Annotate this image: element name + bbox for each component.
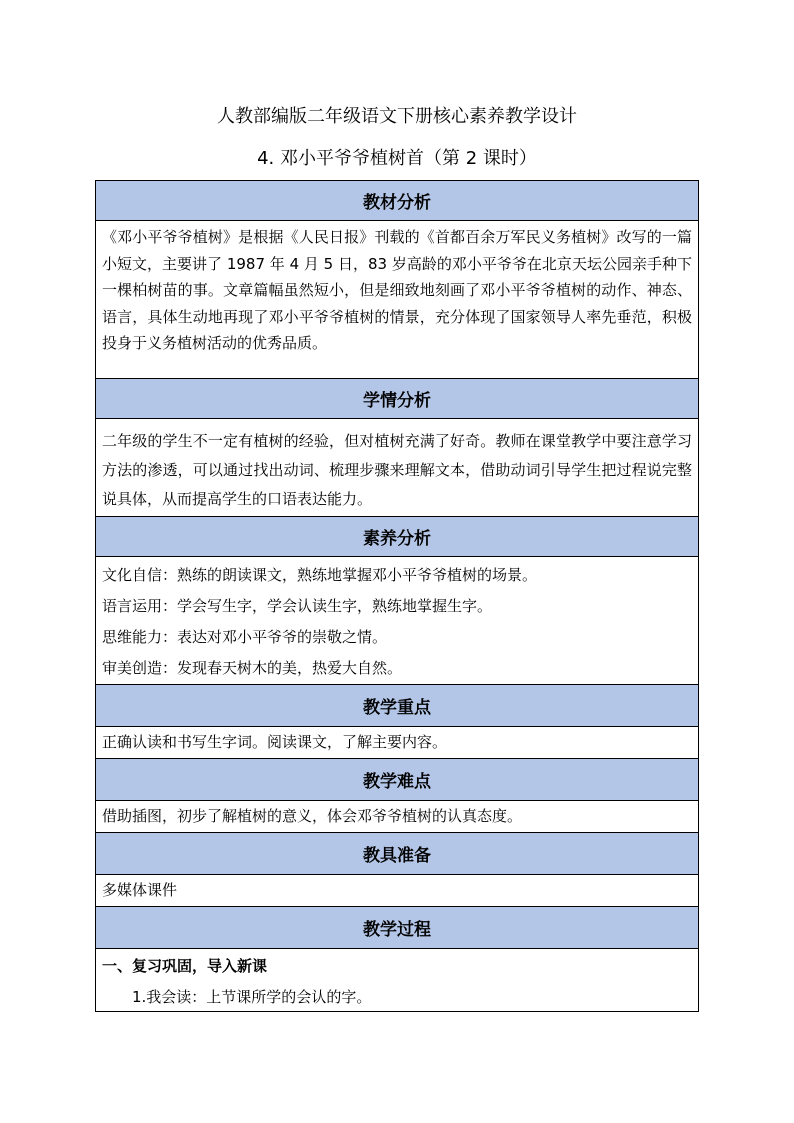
student-analysis-body: 二年级的学生不一定有植树的经验，但对植树充满了好奇。教师在课堂教学中要注意学习方法的渗透，可以通过找出动词、梳理步骤来理解文本，借助动词引导学生把过程说完整说具体，从而提高学生的口语表达能力。 [96,419,698,517]
section-heading: 学情分析 [363,391,431,411]
process-body [96,949,698,1011]
key-points-body: 正确认读和书写生字词。阅读课文，了解主要内容。 [96,727,698,759]
section-heading: 教材分析 [363,193,431,213]
process-step-title: 一、复习巩固，导入新课 [102,957,268,975]
literacy-item: 审美创造：发现春天树木的美，热爱大自然。 [102,659,403,677]
section-heading: 教学过程 [363,920,431,940]
document-title: 人教部编版二年级语文下册核心素养教学设计 [217,106,577,127]
process-step-item: 1.我会读：上节课所学的会认的字。 [132,988,372,1006]
section-heading: 教具准备 [363,846,431,866]
section-header-key-points [96,685,698,727]
section-heading: 教学难点 [363,772,431,792]
literacy-item: 语言运用：学会写生字，学会认读生字，熟练地掌握生字。 [102,597,493,615]
section-header-literacy-analysis [96,517,698,557]
literacy-item: 思维能力：表达对邓小平爷爷的崇敬之情。 [102,628,388,646]
literacy-item: 文化自信：熟练的朗读课文，熟练地掌握邓小平爷爷植树的场景。 [102,566,538,584]
section-header-process [96,907,698,949]
section-header-student-analysis [96,379,698,419]
section-header-textbook-analysis [96,181,698,221]
materials-body: 多媒体课件 [96,875,698,907]
difficulties-body: 借助插图，初步了解植树的意义，体会邓爷爷植树的认真态度。 [96,801,698,833]
section-header-materials [96,833,698,875]
section-header-difficulties [96,759,698,801]
textbook-analysis-body: 《邓小平爷爷植树》是根据《人民日报》刊载的《首都百余万军民义务植树》改写的一篇小短文，主要讲了 1987 年 4 月 5 日，83 岁高龄的邓小平爷爷在北京天坛公园亲手种下一棵柏树苗的事。文章篇幅虽然短小，但是细致地刻画了邓小平爷爷植树的动作、神态、语言，具体生动地再现了邓小平爷爷植树的情景，充分体现了国家领导人率先垂范，积极投身于义务植树活动的优秀品质。 [96,221,698,379]
section-heading: 教学重点 [363,698,431,718]
literacy-analysis-body [96,557,698,685]
lesson-plan-table [95,180,699,1012]
document-subtitle: 4. 邓小平爷爷植树首（第 2 课时） [257,148,537,169]
section-heading: 素养分析 [363,529,431,549]
